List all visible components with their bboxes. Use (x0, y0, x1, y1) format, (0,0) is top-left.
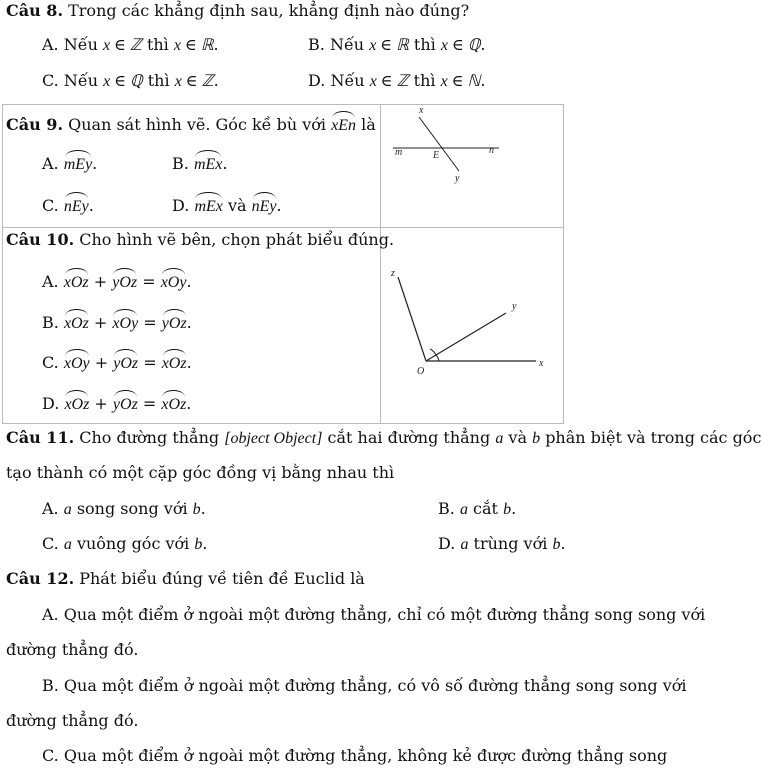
angle: xOy (64, 350, 90, 375)
q11-text: tạo thành có một cặp góc đồng vị bằng nhau thì (6, 463, 395, 482)
q10-option-b[interactable] (42, 310, 192, 335)
q8-text: Trong các khẳng định sau, khẳng định nào đúng? (68, 1, 470, 20)
option-key: C. (42, 71, 59, 90)
line-xy (419, 117, 459, 171)
q12-option-a-line1[interactable] (42, 604, 705, 626)
math-var: a (63, 501, 72, 518)
punct: . (480, 71, 486, 90)
q11-stem-line1 (6, 427, 761, 450)
q11-option-b[interactable] (438, 498, 516, 521)
math-var: b (532, 430, 541, 447)
punct: . (213, 35, 219, 54)
angle: xOz (162, 350, 187, 375)
math-var: b (194, 536, 203, 553)
operator: = (143, 313, 157, 332)
option-text: B. Qua một điểm ở ngoài một đường thẳng, có vô số đường thẳng song song với (42, 676, 687, 695)
math-expr: x ∈ ℤ (369, 73, 409, 90)
q9-option-b[interactable] (172, 151, 227, 176)
q10-text: Cho hình vẽ bên, chọn phát biểu đúng. (79, 230, 395, 249)
angle-xEn: xEn (331, 112, 356, 137)
label-x: x (419, 105, 424, 116)
option-text: C. Qua một điểm ở ngoài một đường thẳng, không kẻ được đường thẳng song (42, 746, 668, 765)
q10-stem (6, 229, 394, 251)
math-expr: x ∈ ℝ (369, 37, 409, 54)
q8-stem (6, 0, 469, 22)
option-text: vuông góc với (76, 534, 190, 553)
q12-text: Phát biểu đúng về tiên đề Euclid là (79, 569, 365, 588)
q11-option-a[interactable] (42, 498, 206, 521)
punct: . (186, 272, 192, 291)
q11-text: Cho đường thẳng (79, 428, 220, 447)
angle: yOz (113, 350, 138, 375)
angle: nEy (64, 193, 89, 218)
angle: yOz (162, 310, 187, 335)
ray-Oz (398, 277, 426, 361)
angle: xOz (64, 391, 89, 416)
q10-option-d[interactable] (42, 391, 191, 416)
operator: + (93, 272, 108, 291)
label-n: n (489, 145, 494, 156)
q12-label: Câu 12. (6, 569, 75, 588)
option-text: thì (413, 35, 436, 54)
q11-option-d[interactable] (438, 533, 566, 556)
option-text: cắt (473, 499, 498, 518)
label-y: y (455, 173, 460, 184)
math-var: b (192, 501, 201, 518)
option-text: đường thẳng đó. (6, 711, 139, 730)
option-key: C. (42, 534, 59, 553)
q11-text: và (508, 428, 527, 447)
option-text: thì (413, 71, 436, 90)
punct: . (92, 154, 98, 173)
punct: . (560, 534, 566, 553)
punct: . (186, 394, 192, 413)
angle: xOz (64, 269, 89, 294)
option-key: A. (42, 154, 59, 173)
math-expr: x ∈ ℤ (174, 73, 214, 90)
q11-label: Câu 11. (6, 428, 75, 447)
option-text: thì (147, 71, 170, 90)
option-text: thì (146, 35, 169, 54)
label-z: z (391, 268, 395, 279)
q8-option-b[interactable] (308, 34, 486, 57)
angle: xOy (161, 269, 187, 294)
q9-stem (6, 112, 376, 137)
math-expr: x ∈ ℤ (102, 37, 142, 54)
operator: + (94, 394, 108, 413)
ray-Oy (426, 313, 506, 361)
punct: . (88, 196, 94, 215)
punct: . (222, 154, 228, 173)
angle: yOz (113, 391, 138, 416)
math-var: b (503, 501, 512, 518)
q10-figure (381, 228, 563, 423)
option-key: B. (438, 499, 455, 518)
q11-option-c[interactable] (42, 533, 207, 556)
punct: . (186, 353, 192, 372)
q9-option-d[interactable] (172, 193, 282, 218)
operator: = (142, 394, 157, 413)
punct: . (276, 196, 282, 215)
option-key: B. (172, 154, 189, 173)
q12-stem (6, 568, 365, 590)
option-text: Nếu (329, 35, 365, 54)
option-key: A. (42, 35, 59, 54)
option-text: đường thẳng đó. (6, 640, 139, 659)
math-var: [object Object] (224, 430, 323, 447)
angle: nEy (252, 193, 277, 218)
q9-figure (381, 105, 563, 227)
option-key: B. (308, 35, 325, 54)
math-var: b (552, 536, 561, 553)
q11-stem-line2 (6, 462, 394, 484)
operator: = (143, 353, 157, 372)
option-key: D. (42, 394, 60, 413)
q8-option-c[interactable] (42, 70, 219, 93)
option-key: D. (172, 196, 190, 215)
option-key: C. (42, 196, 59, 215)
label-x: x (539, 358, 544, 369)
option-text: A. Qua một điểm ở ngoài một đường thẳng, chỉ có một đường thẳng song song với (42, 605, 706, 624)
math-expr: x ∈ ℕ (440, 73, 481, 90)
q10-label: Câu 10. (6, 230, 75, 249)
option-key: A. (42, 272, 59, 291)
q12-option-c-line1[interactable] (42, 745, 667, 767)
label-O: O (417, 366, 425, 377)
q8-option-d[interactable] (308, 70, 485, 93)
angle: yOz (112, 269, 137, 294)
q12-option-a-line2 (6, 639, 138, 661)
math-var: a (459, 501, 468, 518)
option-text: Nếu (330, 71, 365, 90)
angle: mEy (64, 151, 92, 176)
label-E: E (433, 150, 440, 161)
math-expr: x ∈ ℚ (440, 37, 481, 54)
punct: . (186, 313, 192, 332)
angle-mark (436, 355, 439, 361)
math-var: a (63, 536, 72, 553)
punct: . (200, 499, 206, 518)
math-var: a (460, 536, 469, 553)
q11-text: cắt hai đường thẳng (327, 428, 491, 447)
angle: mEx (194, 151, 222, 176)
q12-option-b-line1[interactable] (42, 675, 687, 697)
q11-text: phân biệt và trong các góc (545, 428, 761, 447)
math-expr: x ∈ ℝ (173, 37, 214, 54)
option-key: D. (308, 71, 326, 90)
q9-option-c[interactable] (42, 193, 94, 218)
punct: . (213, 71, 219, 90)
q9-text: Quan sát hình vẽ. Góc kề bù với (68, 115, 327, 134)
q9-option-a[interactable] (42, 151, 97, 176)
q9-after: là (361, 115, 376, 134)
angle: xOz (161, 391, 186, 416)
q8-label: Câu 8. (6, 1, 64, 20)
operator: = (142, 272, 156, 291)
angle-mark (430, 349, 436, 355)
punct: . (480, 35, 486, 54)
operator: + (94, 353, 109, 372)
label-y: y (512, 301, 517, 312)
option-key: C. (42, 353, 59, 372)
math-var: a (495, 430, 504, 447)
option-text: trùng với (473, 534, 548, 553)
option-text: Nếu (63, 35, 98, 54)
option-text: Nếu (63, 71, 99, 90)
angle: mEx (194, 193, 222, 218)
punct: . (202, 534, 208, 553)
q9-label: Câu 9. (6, 115, 64, 134)
operator: + (93, 313, 108, 332)
option-text: và (227, 196, 247, 215)
option-key: D. (438, 534, 456, 553)
q8-option-a[interactable] (42, 34, 219, 57)
option-key: B. (42, 313, 59, 332)
math-expr: x ∈ ℚ (103, 73, 143, 90)
option-text: song song với (76, 499, 188, 518)
option-key: A. (42, 499, 59, 518)
q12-option-b-line2 (6, 710, 138, 732)
q10-option-a[interactable] (42, 269, 192, 294)
punct: . (511, 499, 517, 518)
label-m: m (395, 147, 403, 158)
angle: xOy (112, 310, 138, 335)
angle: xOz (64, 310, 89, 335)
q10-option-c[interactable] (42, 350, 192, 375)
